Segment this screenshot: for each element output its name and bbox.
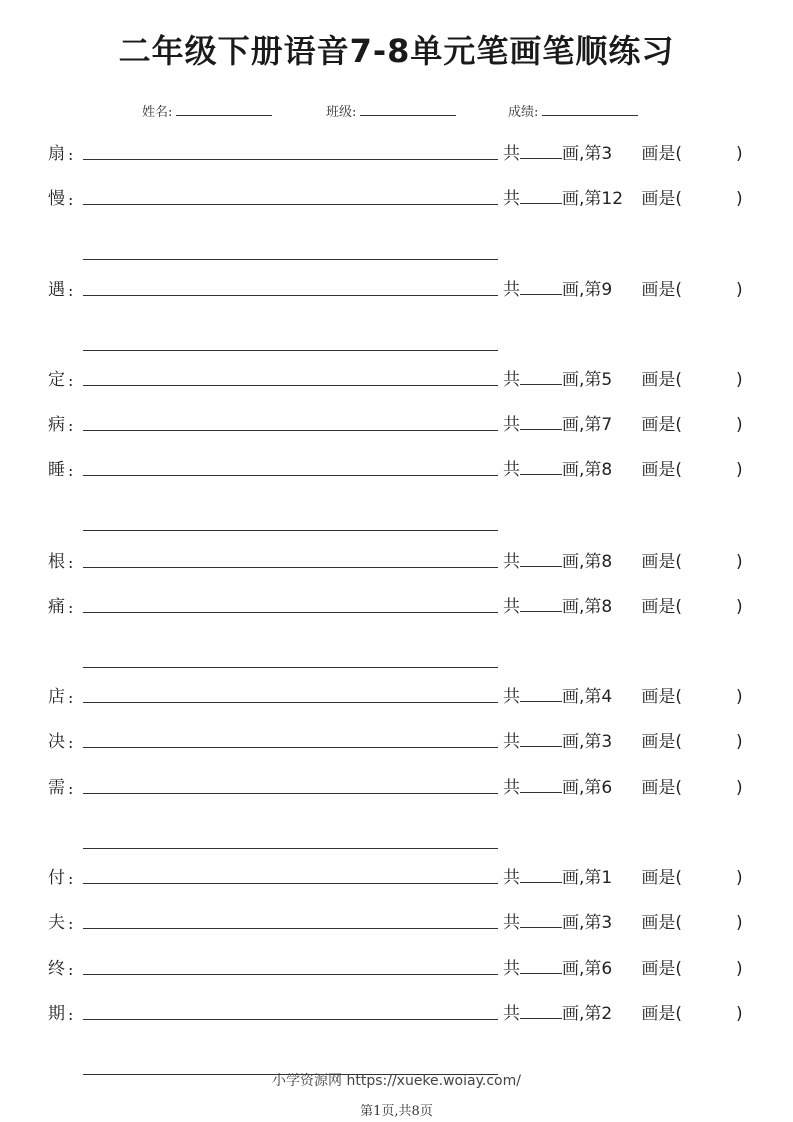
exercise-row bbox=[0, 679, 793, 709]
practice-character: 需 bbox=[48, 778, 65, 798]
close-paren: ) bbox=[736, 913, 743, 933]
close-paren: ) bbox=[736, 144, 743, 164]
is-label: 画是( bbox=[641, 552, 683, 572]
exercise-row bbox=[0, 272, 793, 302]
writing-line[interactable] bbox=[83, 204, 498, 205]
writing-line[interactable] bbox=[83, 475, 498, 476]
stroke-label: 画,第 bbox=[562, 460, 602, 480]
stroke-question bbox=[503, 863, 682, 888]
total-label: 共 bbox=[503, 144, 520, 164]
colon: : bbox=[68, 461, 74, 480]
stroke-number: 3 bbox=[601, 732, 613, 752]
stroke-count-blank[interactable] bbox=[520, 415, 562, 430]
stroke-count-blank[interactable] bbox=[520, 959, 562, 974]
is-label: 画是( bbox=[641, 370, 683, 390]
continuation-line[interactable] bbox=[83, 530, 498, 531]
continuation-line[interactable] bbox=[83, 848, 498, 849]
class-blank[interactable] bbox=[360, 103, 456, 116]
score-field bbox=[508, 101, 638, 120]
is-label: 画是( bbox=[641, 460, 683, 480]
stroke-label: 画,第 bbox=[562, 144, 602, 164]
is-label: 画是( bbox=[641, 868, 683, 888]
total-label: 共 bbox=[503, 552, 520, 572]
total-label: 共 bbox=[503, 778, 520, 798]
exercise-row bbox=[0, 860, 793, 890]
stroke-number: 9 bbox=[601, 280, 613, 300]
stroke-count-blank[interactable] bbox=[520, 732, 562, 747]
practice-character: 根 bbox=[48, 552, 65, 572]
stroke-label: 画,第 bbox=[562, 732, 602, 752]
page-number: 第1页,共8页 bbox=[360, 1104, 433, 1119]
stroke-label: 画,第 bbox=[562, 778, 602, 798]
is-label: 画是( bbox=[641, 687, 683, 707]
close-paren: ) bbox=[736, 687, 743, 707]
stroke-question bbox=[503, 275, 682, 300]
page-title: 二年级下册语音7-8单元笔画笔顺练习 bbox=[118, 32, 675, 70]
practice-character: 病 bbox=[48, 415, 65, 435]
colon: : bbox=[68, 869, 74, 888]
close-paren: ) bbox=[736, 280, 743, 300]
total-label: 共 bbox=[503, 280, 520, 300]
writing-line[interactable] bbox=[83, 159, 498, 160]
stroke-question bbox=[503, 365, 682, 390]
stroke-question bbox=[503, 410, 682, 435]
exercise-row bbox=[0, 951, 793, 981]
stroke-number: 1 bbox=[601, 868, 613, 888]
stroke-label: 画,第 bbox=[562, 913, 602, 933]
stroke-count-blank[interactable] bbox=[520, 370, 562, 385]
total-label: 共 bbox=[503, 868, 520, 888]
colon: : bbox=[68, 416, 74, 435]
total-label: 共 bbox=[503, 460, 520, 480]
class-field bbox=[326, 101, 456, 120]
stroke-count-blank[interactable] bbox=[520, 552, 562, 567]
practice-character: 店 bbox=[48, 687, 65, 707]
practice-character: 扇 bbox=[48, 144, 65, 164]
stroke-label: 画,第 bbox=[562, 959, 602, 979]
writing-line[interactable] bbox=[83, 974, 498, 975]
close-paren: ) bbox=[736, 460, 743, 480]
close-paren: ) bbox=[736, 415, 743, 435]
score-label: 成绩: bbox=[508, 105, 539, 120]
stroke-number: 8 bbox=[601, 597, 613, 617]
exercise-row bbox=[0, 362, 793, 392]
exercise-row bbox=[0, 905, 793, 935]
stroke-question bbox=[503, 547, 682, 572]
total-label: 共 bbox=[503, 959, 520, 979]
stroke-question bbox=[503, 999, 682, 1024]
close-paren: ) bbox=[736, 552, 743, 572]
stroke-question bbox=[503, 908, 682, 933]
name-blank[interactable] bbox=[176, 103, 272, 116]
practice-character: 决 bbox=[48, 732, 65, 752]
close-paren: ) bbox=[736, 868, 743, 888]
exercise-row bbox=[0, 996, 793, 1026]
continuation-line[interactable] bbox=[83, 259, 498, 260]
total-label: 共 bbox=[503, 415, 520, 435]
stroke-count-blank[interactable] bbox=[520, 778, 562, 793]
writing-line[interactable] bbox=[83, 385, 498, 386]
is-label: 画是( bbox=[641, 913, 683, 933]
exercise-row bbox=[0, 136, 793, 166]
colon: : bbox=[68, 779, 74, 798]
colon: : bbox=[68, 281, 74, 300]
colon: : bbox=[68, 598, 74, 617]
stroke-label: 画,第 bbox=[562, 597, 602, 617]
practice-character: 付 bbox=[48, 868, 65, 888]
total-label: 共 bbox=[503, 913, 520, 933]
colon: : bbox=[68, 688, 74, 707]
stroke-label: 画,第 bbox=[562, 189, 602, 209]
stroke-question bbox=[503, 184, 682, 209]
colon: : bbox=[68, 371, 74, 390]
practice-character: 遇 bbox=[48, 280, 65, 300]
colon: : bbox=[68, 145, 74, 164]
practice-character: 痛 bbox=[48, 597, 65, 617]
stroke-number: 6 bbox=[601, 778, 613, 798]
stroke-label: 画,第 bbox=[562, 868, 602, 888]
colon: : bbox=[68, 190, 74, 209]
stroke-number: 3 bbox=[601, 913, 613, 933]
is-label: 画是( bbox=[641, 189, 683, 209]
close-paren: ) bbox=[736, 959, 743, 979]
stroke-label: 画,第 bbox=[562, 552, 602, 572]
writing-line[interactable] bbox=[83, 883, 498, 884]
is-label: 画是( bbox=[641, 1004, 683, 1024]
stroke-question bbox=[503, 727, 682, 752]
stroke-count-blank[interactable] bbox=[520, 868, 562, 883]
exercise-row bbox=[0, 181, 793, 211]
score-blank[interactable] bbox=[542, 103, 638, 116]
colon: : bbox=[68, 914, 74, 933]
stroke-count-blank[interactable] bbox=[520, 280, 562, 295]
exercise-row bbox=[0, 407, 793, 437]
stroke-number: 12 bbox=[601, 189, 624, 209]
stroke-label: 画,第 bbox=[562, 1004, 602, 1024]
exercise-row bbox=[0, 770, 793, 800]
stroke-question bbox=[503, 455, 682, 480]
close-paren: ) bbox=[736, 370, 743, 390]
close-paren: ) bbox=[736, 778, 743, 798]
practice-character: 夫 bbox=[48, 913, 65, 933]
close-paren: ) bbox=[736, 597, 743, 617]
stroke-count-blank[interactable] bbox=[520, 597, 562, 612]
colon: : bbox=[68, 553, 74, 572]
exercise-row bbox=[0, 544, 793, 574]
writing-line[interactable] bbox=[83, 702, 498, 703]
writing-line[interactable] bbox=[83, 747, 498, 748]
stroke-question bbox=[503, 954, 682, 979]
stroke-count-blank[interactable] bbox=[520, 460, 562, 475]
source-footer: 小学资源网 https://xueke.woiay.com/ bbox=[272, 1073, 521, 1089]
continuation-line[interactable] bbox=[83, 667, 498, 668]
practice-character: 定 bbox=[48, 370, 65, 390]
writing-line[interactable] bbox=[83, 928, 498, 929]
stroke-label: 画,第 bbox=[562, 370, 602, 390]
stroke-question bbox=[503, 682, 682, 707]
total-label: 共 bbox=[503, 687, 520, 707]
close-paren: ) bbox=[736, 732, 743, 752]
stroke-number: 8 bbox=[601, 460, 613, 480]
stroke-number: 4 bbox=[601, 687, 613, 707]
stroke-number: 2 bbox=[601, 1004, 613, 1024]
name-field bbox=[142, 101, 272, 120]
stroke-number: 6 bbox=[601, 959, 613, 979]
is-label: 画是( bbox=[641, 959, 683, 979]
stroke-question bbox=[503, 592, 682, 617]
continuation-line[interactable] bbox=[83, 350, 498, 351]
stroke-question bbox=[503, 773, 682, 798]
stroke-label: 画,第 bbox=[562, 687, 602, 707]
total-label: 共 bbox=[503, 732, 520, 752]
close-paren: ) bbox=[736, 1004, 743, 1024]
exercise-row bbox=[0, 589, 793, 619]
practice-character: 终 bbox=[48, 959, 65, 979]
writing-line[interactable] bbox=[83, 295, 498, 296]
practice-character: 慢 bbox=[48, 189, 65, 209]
stroke-count-blank[interactable] bbox=[520, 913, 562, 928]
exercise-row bbox=[0, 724, 793, 754]
class-label: 班级: bbox=[326, 105, 357, 120]
stroke-number: 5 bbox=[601, 370, 613, 390]
is-label: 画是( bbox=[641, 732, 683, 752]
is-label: 画是( bbox=[641, 597, 683, 617]
stroke-question bbox=[503, 139, 682, 164]
practice-character: 期 bbox=[48, 1004, 65, 1024]
close-paren: ) bbox=[736, 189, 743, 209]
stroke-label: 画,第 bbox=[562, 415, 602, 435]
stroke-number: 3 bbox=[601, 144, 613, 164]
stroke-count-blank[interactable] bbox=[520, 144, 562, 159]
is-label: 画是( bbox=[641, 144, 683, 164]
writing-line[interactable] bbox=[83, 793, 498, 794]
writing-line[interactable] bbox=[83, 430, 498, 431]
stroke-count-blank[interactable] bbox=[520, 687, 562, 702]
colon: : bbox=[68, 1005, 74, 1024]
is-label: 画是( bbox=[641, 415, 683, 435]
name-label: 姓名: bbox=[142, 105, 173, 120]
colon: : bbox=[68, 733, 74, 752]
writing-line[interactable] bbox=[83, 1019, 498, 1020]
stroke-number: 7 bbox=[601, 415, 613, 435]
colon: : bbox=[68, 960, 74, 979]
stroke-count-blank[interactable] bbox=[520, 189, 562, 204]
stroke-number: 8 bbox=[601, 552, 613, 572]
exercise-row bbox=[0, 452, 793, 482]
total-label: 共 bbox=[503, 189, 520, 209]
is-label: 画是( bbox=[641, 280, 683, 300]
stroke-count-blank[interactable] bbox=[520, 1004, 562, 1019]
practice-character: 睡 bbox=[48, 460, 65, 480]
stroke-label: 画,第 bbox=[562, 280, 602, 300]
writing-line[interactable] bbox=[83, 567, 498, 568]
is-label: 画是( bbox=[641, 778, 683, 798]
writing-line[interactable] bbox=[83, 612, 498, 613]
total-label: 共 bbox=[503, 597, 520, 617]
total-label: 共 bbox=[503, 1004, 520, 1024]
total-label: 共 bbox=[503, 370, 520, 390]
